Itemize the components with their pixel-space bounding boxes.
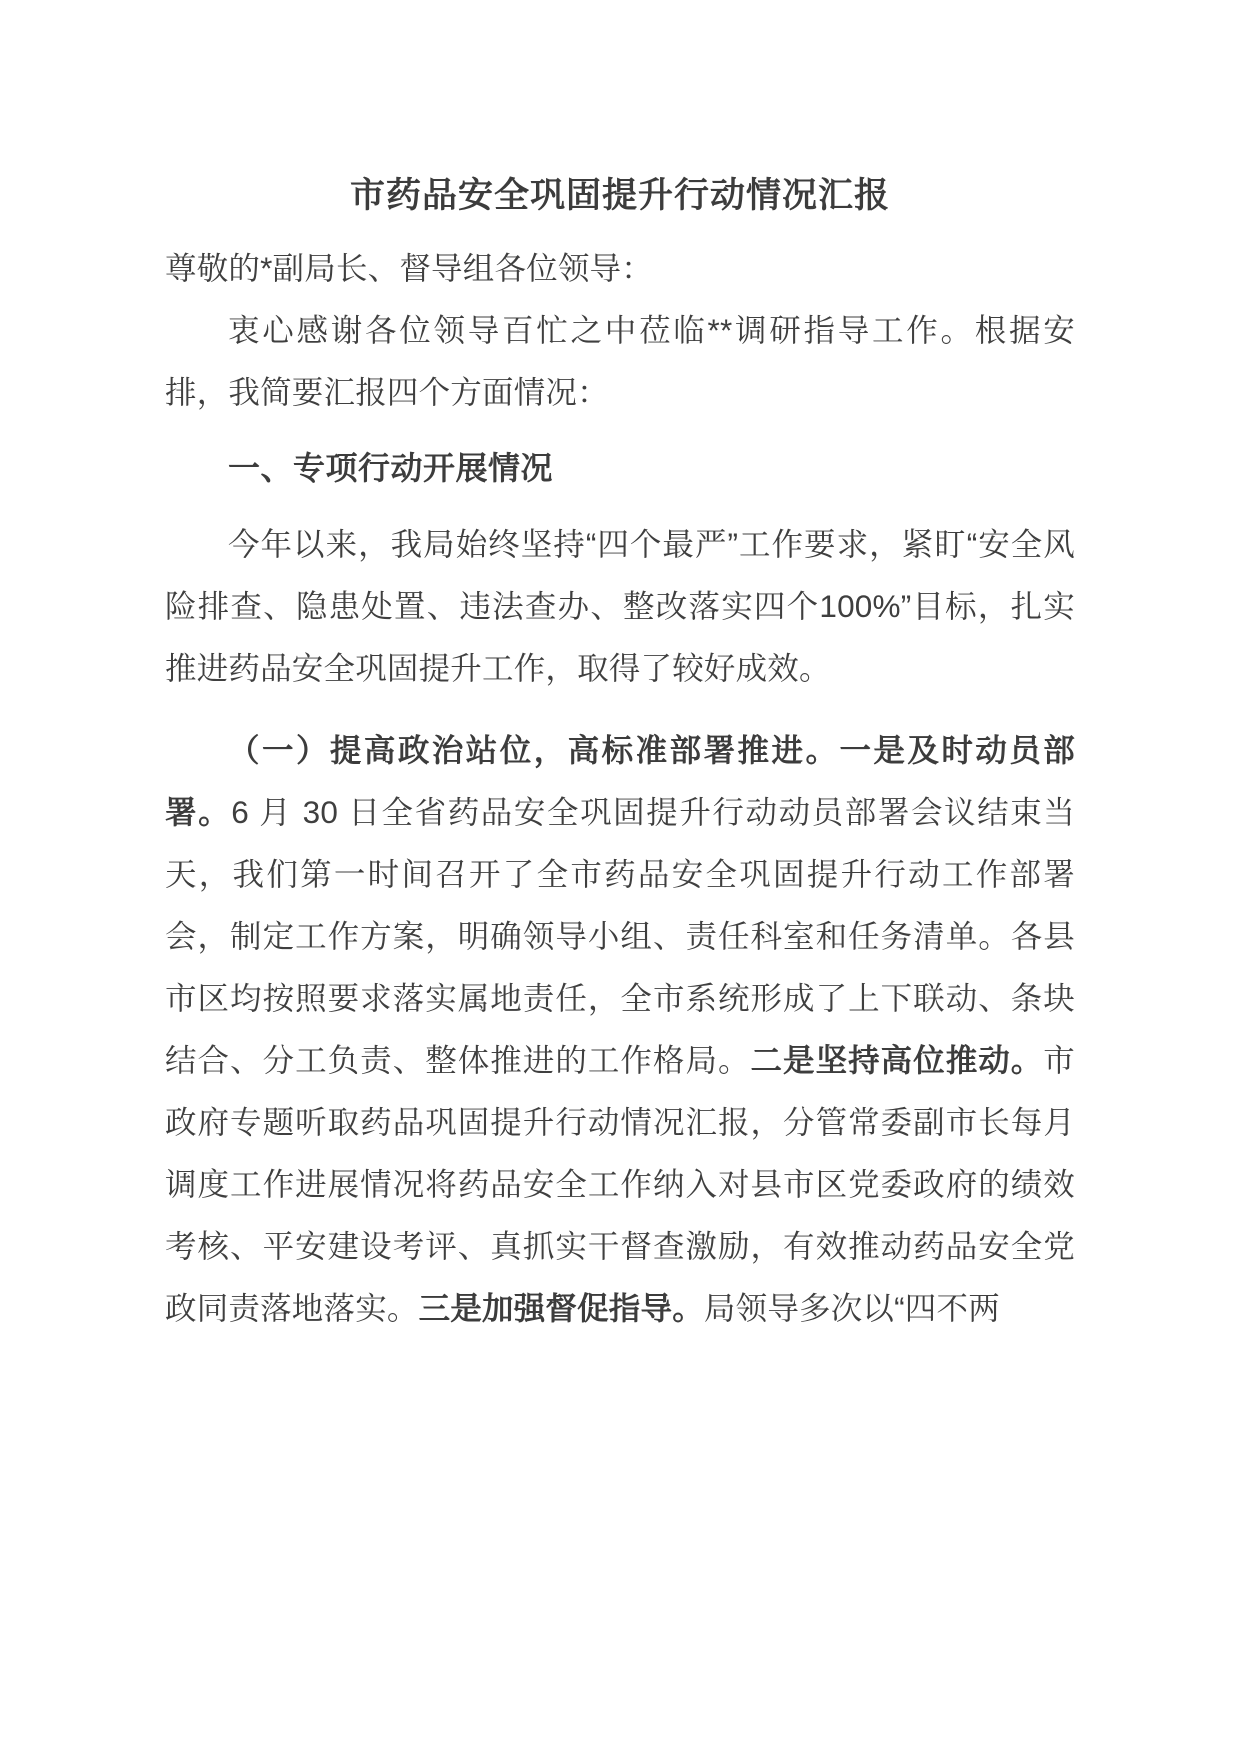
- salutation-paragraph: 尊敬的*副局长、督导组各位领导：: [165, 249, 653, 286]
- subsection-1-body-2: 市政府专题听取药品巩固提升行动情况汇报，分管常委副市长每月调度工作进展情况将药品安全工作纳入对县市区党委政府的绩效考核、平安建设考评、真抓实干督查激励，有效推动药品安全党政同责落地落实。: [165, 1041, 1075, 1326]
- spacer: [165, 423, 1075, 437]
- spacer: [165, 499, 1075, 513]
- subsection-1-body-3: 局领导多次以“四不两: [703, 1289, 1000, 1326]
- subsection-1-body-1: 6 月 30 日全省药品安全巩固提升行动动员部署会议结束当天，我们第一时间召开了全市药品安全巩固提升行动工作部署会，制定工作方案，明确领导小组、责任科室和任务清单。各县市区均按照要求落实属地责任，全市系统形成了上下联动、条块结合、分工负责、整体推进的工作格局。: [165, 793, 1075, 1078]
- subsection-1-paragraph: [165, 719, 1075, 1339]
- subsection-1-lead-bold: （一）提高政治站位，高标准部署推进。一是及时动员部署。: [165, 731, 1075, 830]
- document-title: 市药品安全巩固提升行动情况汇报: [349, 176, 890, 215]
- section-1-intro-paragraph: 今年以来，我局始终坚持“四个最严”工作要求，紧盯“安全风险排查、隐患处置、违法查办、整改落实四个100%”目标，扎实推进药品安全巩固提升工作，取得了较好成效。: [165, 525, 1075, 686]
- subsection-1-bold-2: 二是坚持高位推动。: [750, 1041, 1044, 1078]
- opening-paragraph: 衷心感谢各位领导百忙之中莅临**调研指导工作。根据安排，我简要汇报四个方面情况：: [165, 311, 1075, 410]
- subsection-1-bold-3: 三是加强督促指导。: [418, 1289, 704, 1326]
- section-heading-1: 一、专项行动开展情况: [228, 449, 554, 486]
- spacer: [165, 699, 1075, 719]
